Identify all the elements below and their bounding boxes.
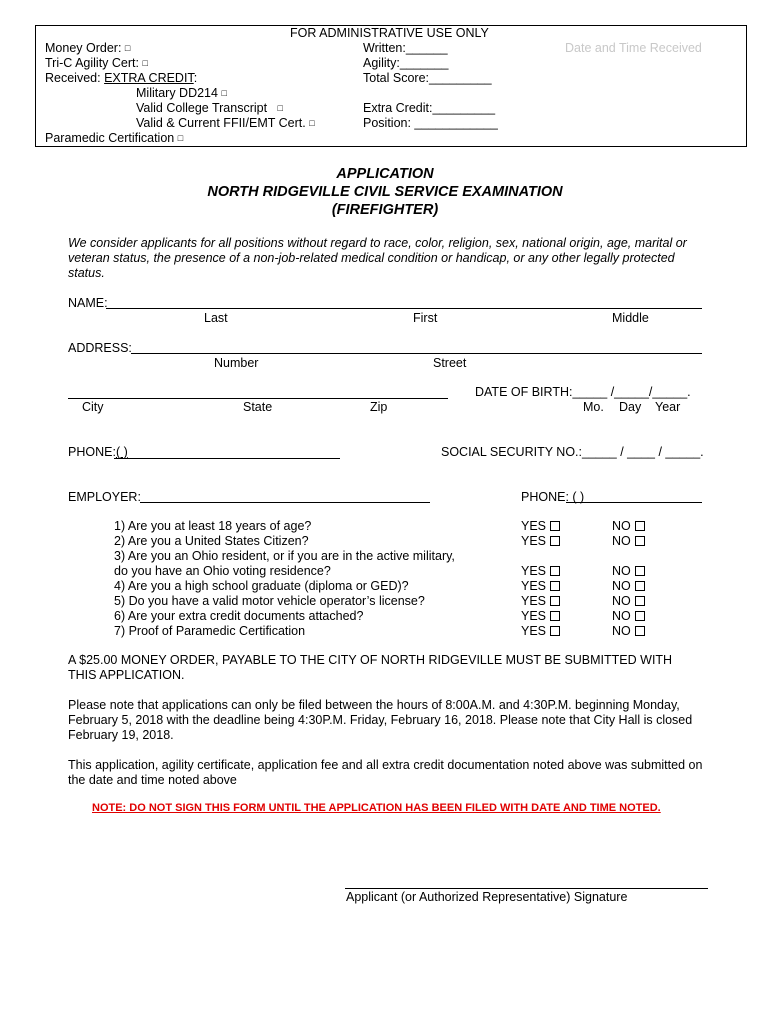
address-label: ADDRESS: [68,341,132,355]
street-caption: Street [433,356,467,370]
submitted-line-1: This application, agility certificate, application fee and all extra credit documentation noted above was submitted on [68,758,703,772]
dob-field[interactable]: DATE OF BIRTH:_____ /_____/_____. [475,385,691,399]
no-option[interactable] [612,519,645,534]
question-text: 7) Proof of Paramedic Certification [114,624,306,638]
question-text: 6) Are your extra credit documents attached? [114,609,364,623]
tric-agility-label: Tri-C Agility Cert: □ [45,56,148,70]
no-option[interactable] [612,579,645,594]
no-label: NO [612,534,631,548]
city-caption: City [82,400,104,414]
yes-checkbox[interactable] [550,521,560,531]
no-checkbox[interactable] [635,581,645,591]
no-checkbox[interactable] [635,596,645,606]
number-caption: Number [214,356,259,370]
no-option[interactable] [612,609,645,624]
yes-option[interactable] [521,609,560,624]
no-label: NO [612,594,631,608]
name-input-line[interactable] [106,308,702,309]
no-checkbox[interactable] [635,611,645,621]
yes-option[interactable] [521,624,560,639]
checkbox-icon[interactable]: □ [277,103,283,113]
military-label: Military DD214 □ [136,86,227,100]
date-time-received-label: Date and Time Received [565,41,702,55]
yes-option[interactable] [521,594,560,609]
title-application: APPLICATION [336,166,434,182]
no-option[interactable] [612,594,645,609]
yes-option[interactable] [521,519,560,534]
transcript-label: Valid College Transcript □ [136,101,283,115]
extra-credit-heading: EXTRA CREDIT [104,71,194,85]
signature-line[interactable] [345,888,708,889]
hours-line-1: Please note that applications can only be filed between the hours of 8:00A.M. and 4:30P.M. beginning Monday, [68,698,680,712]
name-label: NAME: [68,296,108,310]
admin-heading: FOR ADMINISTRATIVE USE ONLY [290,26,489,40]
yes-checkbox[interactable] [550,611,560,621]
yes-checkbox[interactable] [550,581,560,591]
position-field[interactable]: Position: ____________ [363,116,498,130]
yes-option[interactable] [521,579,560,594]
first-name-caption: First [413,311,438,325]
submitted-line-2: the date and time noted above [68,773,237,787]
checkbox-icon[interactable]: □ [309,118,315,128]
yes-label: YES [521,624,547,638]
no-option[interactable] [612,564,645,579]
written-field[interactable]: Written:______ [363,41,448,55]
question-text: 1) Are you at least 18 years of age? [114,519,312,533]
question-text: 2) Are you a United States Citizen? [114,534,309,548]
received-label: Received: EXTRA CREDIT: [45,71,198,85]
question-text: do you have an Ohio voting residence? [114,564,331,578]
question-text: 4) Are you a high school graduate (diploma or GED)? [114,579,409,593]
yes-label: YES [521,594,547,608]
phone-input-line[interactable] [114,458,340,459]
no-label: NO [612,579,631,593]
total-score-field[interactable]: Total Score:_________ [363,71,492,85]
yes-checkbox[interactable] [550,566,560,576]
no-label: NO [612,609,631,623]
state-caption: State [243,400,273,414]
checkbox-icon[interactable]: □ [177,133,184,143]
city-state-zip-input-line[interactable] [68,398,448,399]
yes-label: YES [521,519,547,533]
address-input-line[interactable] [131,353,702,354]
dob-month-caption: Mo. [583,400,604,414]
no-label: NO [612,624,631,638]
employer-phone-label: PHONE: ( ) [521,490,585,504]
yes-label: YES [521,564,547,578]
paramedic-label: Paramedic Certification □ [45,131,184,145]
yes-option[interactable] [521,534,560,549]
hours-line-3: February 19, 2018. [68,728,174,742]
yes-option[interactable] [521,564,560,579]
dob-day-caption: Day [619,400,642,414]
agility-field[interactable]: Agility:_______ [363,56,449,70]
yes-label: YES [521,534,547,548]
disclaimer-line-1: We consider applicants for all positions without regard to race, color, religion, sex, national origin, age, marital or [68,236,687,250]
dob-year-caption: Year [655,400,681,414]
extra-credit-field[interactable]: Extra Credit:_________ [363,101,496,115]
no-checkbox[interactable] [635,521,645,531]
question-text: 3) Are you an Ohio resident, or if you are in the active military, [114,549,455,563]
phone-area-code: ( ) [115,445,128,459]
yes-checkbox[interactable] [550,596,560,606]
hours-line-2: February 5, 2018 with the deadline being 4:30P.M. Friday, February 16, 2018. Please note that City Hall is closed [68,713,693,727]
no-option[interactable] [612,534,645,549]
employer-input-line[interactable] [140,502,430,503]
money-order-label: Money Order: □ [45,41,131,55]
title-exam: NORTH RIDGEVILLE CIVIL SERVICE EXAMINATION [207,184,563,200]
no-option[interactable] [612,624,645,639]
no-label: NO [612,519,631,533]
question-text: 5) Do you have a valid motor vehicle operator’s license? [114,594,425,608]
yes-checkbox[interactable] [550,626,560,636]
yes-label: YES [521,579,547,593]
yes-checkbox[interactable] [550,536,560,546]
yes-label: YES [521,609,547,623]
signature-caption: Applicant (or Authorized Representative) Signature [346,890,628,904]
money-order-line-1: A $25.00 MONEY ORDER, PAYABLE TO THE CITY OF NORTH RIDGEVILLE MUST BE SUBMITTED WITH [68,653,673,667]
disclaimer-line-3: status. [68,266,105,280]
disclaimer-line-2: veteran status, the presence of a non-job-related medical condition or handicap, or any other legally protected [68,251,675,265]
employer-label: EMPLOYER: [68,490,141,504]
employer-phone-input-line[interactable] [566,502,702,503]
money-order-line-2: THIS APPLICATION. [68,668,185,682]
ffii-label: Valid & Current FFII/EMT Cert. □ [136,116,315,130]
no-label: NO [612,564,631,578]
checkbox-icon[interactable]: □ [221,88,227,98]
no-checkbox[interactable] [635,626,645,636]
no-checkbox[interactable] [635,536,645,546]
phone-label: PHONE:( ) [68,445,128,459]
no-checkbox[interactable] [635,566,645,576]
last-name-caption: Last [204,311,228,325]
middle-name-caption: Middle [612,311,649,325]
ssn-field[interactable]: SOCIAL SECURITY NO.:_____ / ____ / _____. [441,445,704,459]
checkbox-icon[interactable]: □ [124,43,131,53]
warning-note: NOTE: DO NOT SIGN THIS FORM UNTIL THE APPLICATION HAS BEEN FILED WITH DATE AND TIME NOTED. [92,802,661,814]
zip-caption: Zip [370,400,388,414]
title-firefighter: (FIREFIGHTER) [331,202,439,218]
checkbox-icon[interactable]: □ [142,58,148,68]
